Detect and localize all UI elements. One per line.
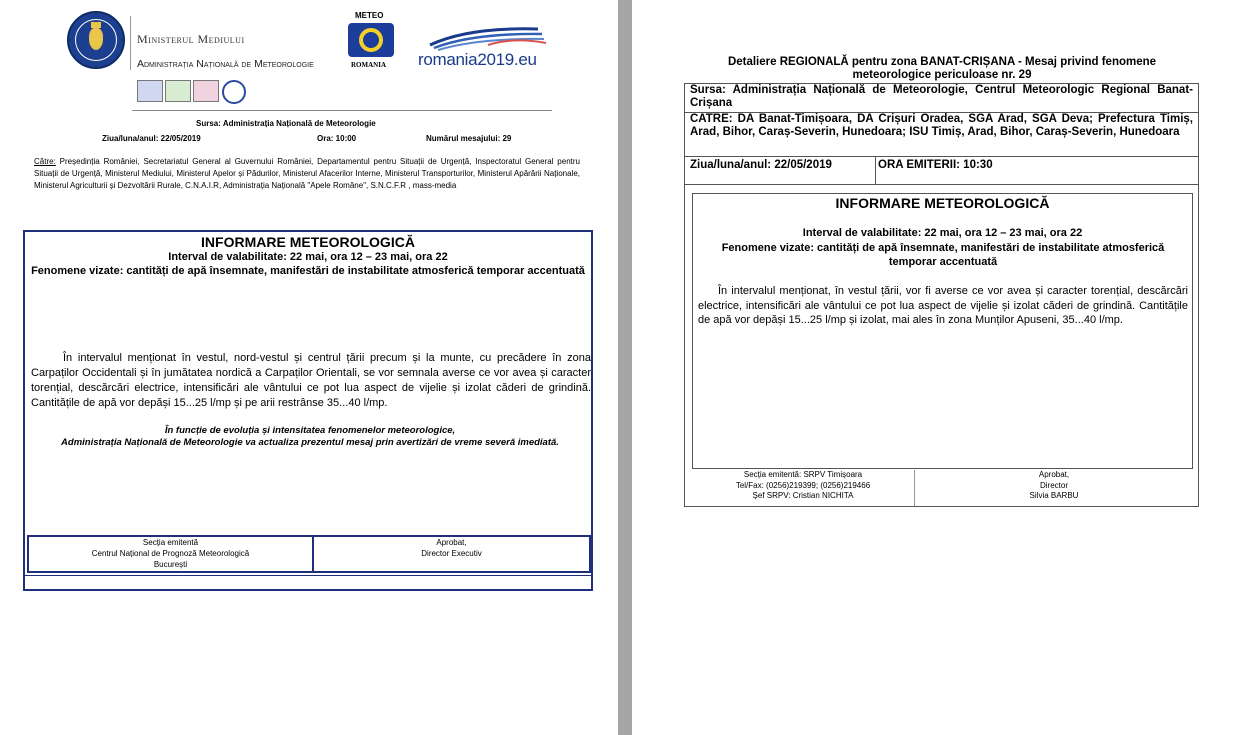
presidency-logo-text: romania2019.eu [418, 50, 537, 69]
cert-iqnet-icon [222, 80, 246, 104]
meteo-romania-logo [348, 23, 394, 57]
approval-role: Director Executiv [421, 549, 482, 558]
regional-approval-role: Director [1039, 480, 1068, 490]
document-page-national [0, 0, 618, 735]
regional-validity-interval: Interval de valabilitate: 22 mai, ora 12 – 23 mai, ora 22 [802, 227, 1083, 239]
recipients-label: Către: [34, 157, 56, 166]
update-note-line2: Administrația Națională de Meteorologie va actualiza prezentul mesaj prin avertizări de vreme severă imediată. [61, 437, 559, 448]
issuing-center: Centrul Național de Prognoză Meteorologică [91, 549, 250, 558]
presidency-waves-icon [428, 25, 548, 51]
signature-table [27, 535, 591, 573]
regional-info-body-text: În intervalul menționat, în vestul țării, vor fi averse ce vor avea și caracter torențial, descărcări electrice, intensificări ale vântului ce pot lua aspect de vijelie și izolat căderi de grindină. Cantitățile de apă vor depăși 15...25 l/mp și izolat, mai ales în zona Munților Apuseni, 35...40 l/mp. [698, 285, 1188, 326]
regional-date-row [685, 157, 1198, 185]
cert-iso9001-icon [137, 80, 163, 102]
date-field: Ziua/luna/anul: 22/05/2019 [102, 134, 201, 143]
regional-contact: Tel/Fax: (0256)219399; (0256)219466 [735, 480, 871, 490]
regional-signature [692, 470, 1193, 506]
information-box [23, 230, 593, 591]
issuing-section [29, 537, 314, 571]
regional-date: Ziua/luna/anul: 22/05/2019 [690, 159, 832, 171]
box-bottom-line [25, 575, 591, 576]
regional-info-title: INFORMARE METEOROLOGICĂ [835, 195, 1050, 211]
cert-iso14001-icon [165, 80, 191, 102]
message-number: Numărul mesajului: 29 [426, 134, 512, 143]
recipients-text: Președinția României, Secretariatul General al Guvernului României, Departamentul pentru Situații de Urgență, Inspectoratul General pentru Situații de Urgență, Ministerul Mediului, Ministerul Apelor și Pădurilor, Ministerul Afacerilor Interne, Ministerul Transporturilor, Ministerul Apărării Naționale, Ministerul Agriculturii și Dezvoltării Rurale, C.N.A.I.R, Administrația Națională "Apele Române", S.N.C.F.R , mass-media [34, 157, 580, 190]
regional-recipients: CATRE: DA Banat-Timișoara, DA Crișuri Oradea, SGA Arad, SGA Deva; Prefectura Timiș, Arad, Bihor, Caraș-Severin, Hunedoara; ISU Timiș, Arad, Bihor, Caraș-Severin, Hunedoara [685, 113, 1198, 157]
info-body-text: În intervalul menționat în vestul, nord-vestul și centrul țării precum și la munte, cu precădere în zona Carpaților Occidentali și în jumătatea nordică a Carpaților Orientali, se vor semnala averse ce vor avea și caracter torențial, descărcări electrice, intensificări ale vântului ce pot lua aspect de vijelie și izolat căderi de grindină. Cantitățile de apă vor depăși 15...25 l/mp și pe arii restrânse 35...40 l/mp. [31, 352, 591, 409]
issuing-label: Secția emitentă [142, 538, 199, 547]
regional-chief: Șef SRPV: Cristian NICHITA [752, 491, 854, 500]
page-divider [618, 0, 632, 735]
info-body [31, 351, 591, 411]
regional-targeted-phenomena: Fenomene vizate: cantități de apă însemnate, manifestări de instabilitate atmosferică temporar accentuată [721, 242, 1165, 268]
regional-info-body [698, 284, 1188, 328]
regional-issuing-section [692, 470, 914, 502]
targeted-phenomena: Fenomene vizate: cantități de apă însemnate, manifestări de instabilitate atmosferică temporar accentuată [31, 265, 585, 277]
time-field: Ora: 10:00 [317, 134, 357, 143]
romania-label: ROMANIA [351, 61, 386, 69]
regional-box [684, 83, 1199, 507]
agency-name: Administrația Națională de Meteorologie [137, 58, 314, 70]
regional-info-box [692, 193, 1193, 469]
source-line: Sursa: Administrația Națională de Meteorologie [196, 119, 376, 128]
recipients-block [34, 156, 580, 192]
meteo-label: METEO [355, 11, 384, 20]
update-note [31, 425, 589, 449]
approval-label: Aprobat, [436, 538, 467, 547]
issuing-city: București [153, 560, 188, 569]
document-page-regional [632, 0, 1246, 735]
header-separator [130, 16, 131, 70]
regional-approval-label: Aprobat, [1038, 470, 1070, 479]
regional-approval-name: Silvia BARBU [1029, 491, 1079, 500]
validity-interval: Interval de valabilitate: 22 mai, ora 12 – 23 mai, ora 22 [168, 251, 448, 263]
government-crest-logo [67, 11, 125, 69]
meteo-ring-icon [359, 28, 383, 52]
info-title: INFORMARE METEOROLOGICĂ [201, 234, 415, 250]
regional-issue-time: ORA EMITERII: 10:30 [878, 159, 993, 171]
approval-section [314, 537, 589, 571]
cert-ohsas-icon [193, 80, 219, 102]
header-rule [132, 110, 552, 111]
date-separator [875, 157, 876, 184]
regional-title: Detaliere REGIONALĂ pentru zona BANAT-CRIȘANA - Mesaj privind fenomene meteorologice periculoase nr. 29 [727, 56, 1157, 81]
update-note-line1: În funcție de evoluția și intensitatea fenomenelor meteorologice, [164, 425, 456, 436]
eagle-icon [89, 28, 103, 50]
ministry-name: Ministerul Mediului [137, 32, 245, 46]
regional-issuing-label: Secția emitentă: SRPV Timișoara [743, 470, 863, 479]
regional-approval-section [915, 470, 1193, 502]
regional-source: Sursa: Administrația Națională de Meteorologie, Centrul Meteorologic Regional Banat-Crișana [685, 84, 1198, 113]
